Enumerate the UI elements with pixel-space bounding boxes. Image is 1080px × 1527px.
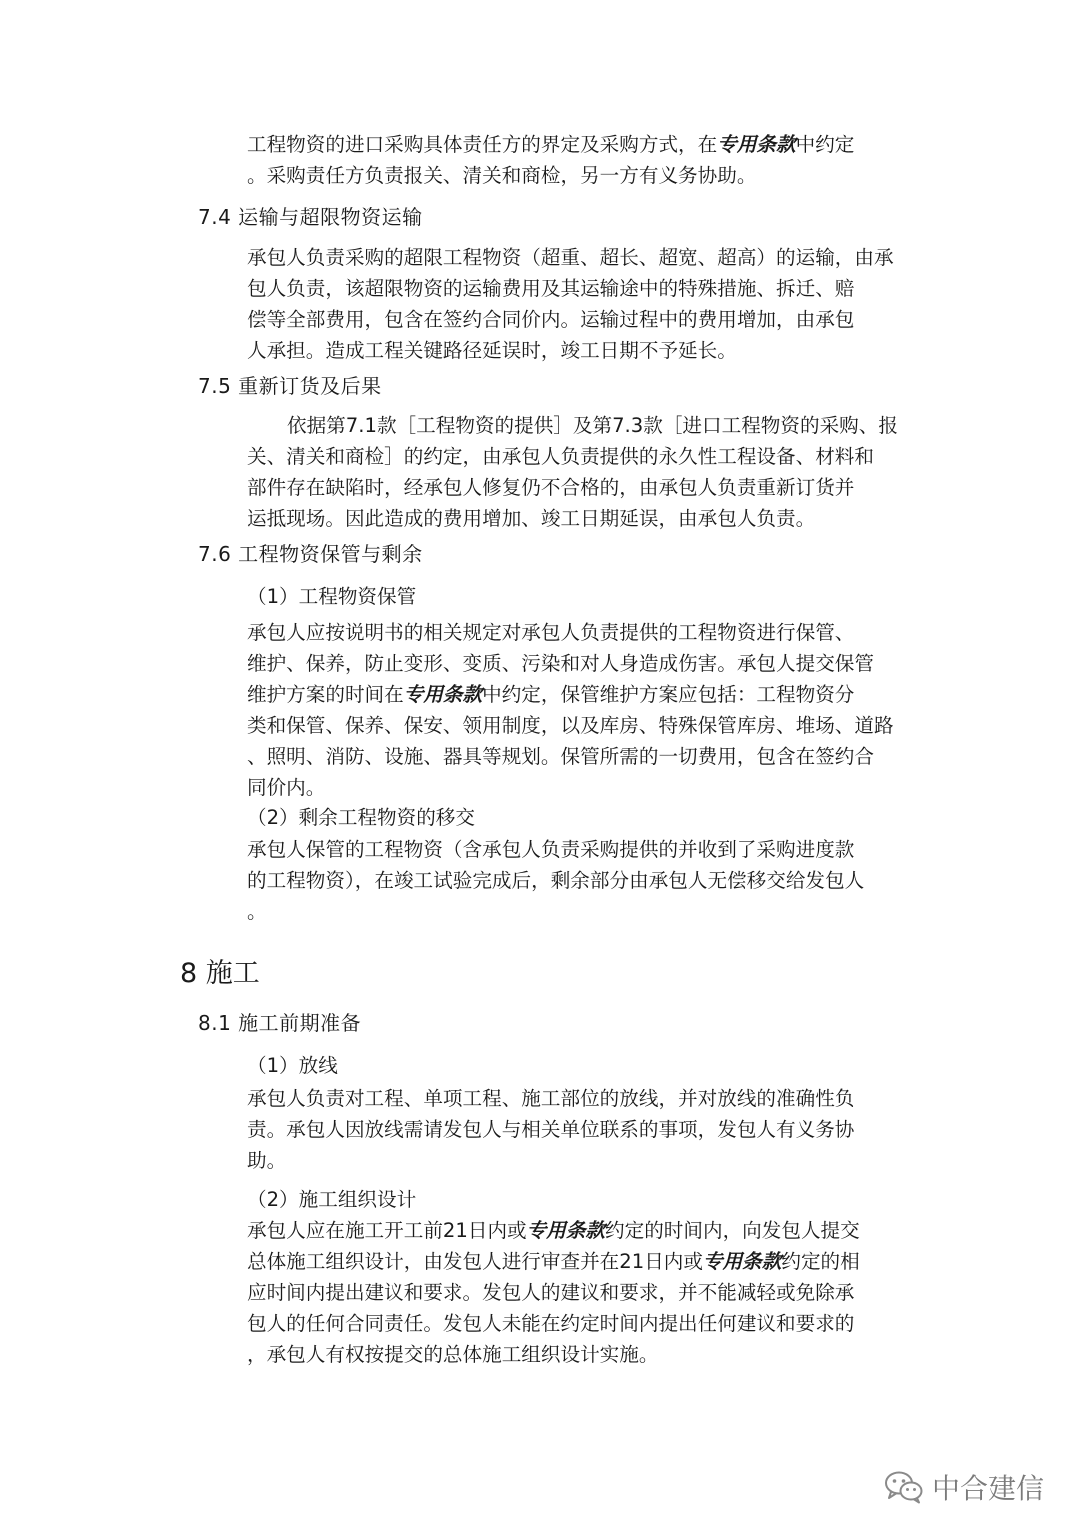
- text-line: [247, 772, 915, 803]
- text-segment: 。采购责任方负责报关、清关和商检，另一方有义务协助。: [247, 164, 757, 187]
- subheading-8-1-2: （2）施工组织设计: [247, 1188, 417, 1211]
- text-line: 运抵现场。因此造成的费用增加、竣工日期延误，由承包人负责。: [247, 507, 816, 530]
- text-line: 助。: [247, 1149, 287, 1172]
- text-line: [247, 160, 915, 191]
- special-clause-term: 专用条款: [703, 1250, 782, 1273]
- text-line: [247, 679, 915, 710]
- subheading-7-6-2: （2）剩余工程物资的移交: [247, 806, 475, 829]
- text-line: 承包人保管的工程物资（含承包人负责采购提供的并收到了采购进度款: [247, 838, 855, 861]
- text-segment: 、照明、消防、设施、器具等规划。保管所需的一切费用，包含在签约合: [247, 745, 874, 768]
- text-line: [247, 617, 915, 648]
- text-line: 承包人负责采购的超限工程物资（超重、超长、超宽、超高）的运输，由承: [247, 246, 894, 269]
- paragraph-7-6-2: [247, 834, 915, 927]
- text-line: [247, 129, 915, 160]
- paragraph-8-1-2: [247, 1215, 915, 1370]
- chapter-title-8: 8 施工: [180, 958, 260, 989]
- text-segment: 维护、保养，防止变形、变质、污染和对人身造成伤害。承包人提交保管: [247, 652, 874, 675]
- text-segment: 同价内。: [247, 776, 326, 799]
- special-clause-term: 专用条款: [403, 683, 483, 706]
- heading-8-1: 8.1 施工前期准备: [198, 1011, 362, 1035]
- heading-7-6: 7.6 工程物资保管与剩余: [198, 542, 423, 566]
- paragraph-8-1-1: [247, 1083, 915, 1176]
- text-line: 的工程物资），在竣工试验完成后，剩余部分由承包人无偿移交给发包人: [247, 869, 865, 892]
- paragraph-7-4: [247, 242, 915, 366]
- text-segment: 类和保管、保养、保安、领用制度，以及库房、特殊保管库房、堆场、道路: [247, 714, 894, 737]
- text-segment: 中约定: [795, 133, 855, 156]
- special-clause-term: 专用条款: [526, 1219, 606, 1242]
- wechat-icon: [884, 1470, 924, 1504]
- text-line: [247, 1246, 915, 1277]
- text-segment: 工程物资的进口采购具体责任方的界定及采购方式，在: [247, 133, 718, 156]
- text-line: 责。承包人因放线需请发包人与相关单位联系的事项，发包人有义务协: [247, 1118, 855, 1141]
- heading-7-4: 7.4 运输与超限物资运输: [198, 205, 423, 229]
- text-segment: 应时间内提出建议和要求。发包人的建议和要求，并不能减轻或免除承: [247, 1281, 855, 1304]
- text-segment: 中约定，保管维护方案应包括：工程物资分: [482, 683, 855, 706]
- text-segment: 维护方案的时间在: [247, 683, 404, 706]
- text-line: [247, 648, 915, 679]
- text-line: 。: [247, 900, 267, 923]
- text-line: 部件存在缺陷时，经承包人修复仍不合格的，由承包人负责重新订货并: [247, 476, 855, 499]
- text-line: 承包人负责对工程、单项工程、施工部位的放线，并对放线的准确性负: [247, 1087, 855, 1110]
- text-line: [247, 710, 915, 741]
- text-line: [247, 1215, 915, 1246]
- text-line: 人承担。造成工程关键路径延误时，竣工日期不予延长。: [247, 339, 737, 362]
- paragraph-7-6-1: [247, 617, 915, 803]
- text-line: 偿等全部费用，包含在签约合同价内。运输过程中的费用增加，由承包: [247, 308, 855, 331]
- paragraph-7-3-tail: [247, 129, 915, 191]
- text-segment: 承包人应按说明书的相关规定对承包人负责提供的工程物资进行保管、: [247, 621, 855, 644]
- text-line: 关、清关和商检］的约定，由承包人负责提供的永久性工程设备、材料和: [247, 445, 874, 468]
- text-segment: 总体施工组织设计，由发包人进行审查并在21日内或: [247, 1250, 703, 1273]
- text-line: [247, 741, 915, 772]
- special-clause-term: 专用条款: [717, 133, 796, 156]
- text-line: [247, 1339, 915, 1370]
- heading-7-5: 7.5 重新订货及后果: [198, 374, 382, 398]
- text-line: 依据第7.1款［工程物资的提供］及第7.3款［进口工程物资的采购、报: [287, 414, 898, 437]
- text-line: [247, 1277, 915, 1308]
- subheading-8-1-1: （1）放线: [247, 1054, 338, 1077]
- subheading-7-6-1: （1）工程物资保管: [247, 585, 417, 608]
- text-segment: 约定的时间内，向发包人提交: [605, 1219, 860, 1242]
- text-segment: 包人的任何合同责任。发包人未能在约定时间内提出任何建议和要求的: [247, 1312, 855, 1335]
- text-segment: 约定的相: [781, 1250, 860, 1273]
- watermark-text: 中合建信: [931, 1472, 1044, 1505]
- text-line: 包人负责，该超限物资的运输费用及其运输途中的特殊措施、拆迁、赔: [247, 277, 855, 300]
- text-segment: 承包人应在施工开工前21日内或: [247, 1219, 527, 1242]
- watermark: [884, 1467, 1044, 1507]
- paragraph-7-5: [247, 410, 915, 534]
- text-segment: ，承包人有权按提交的总体施工组织设计实施。: [247, 1343, 659, 1366]
- text-line: [247, 1308, 915, 1339]
